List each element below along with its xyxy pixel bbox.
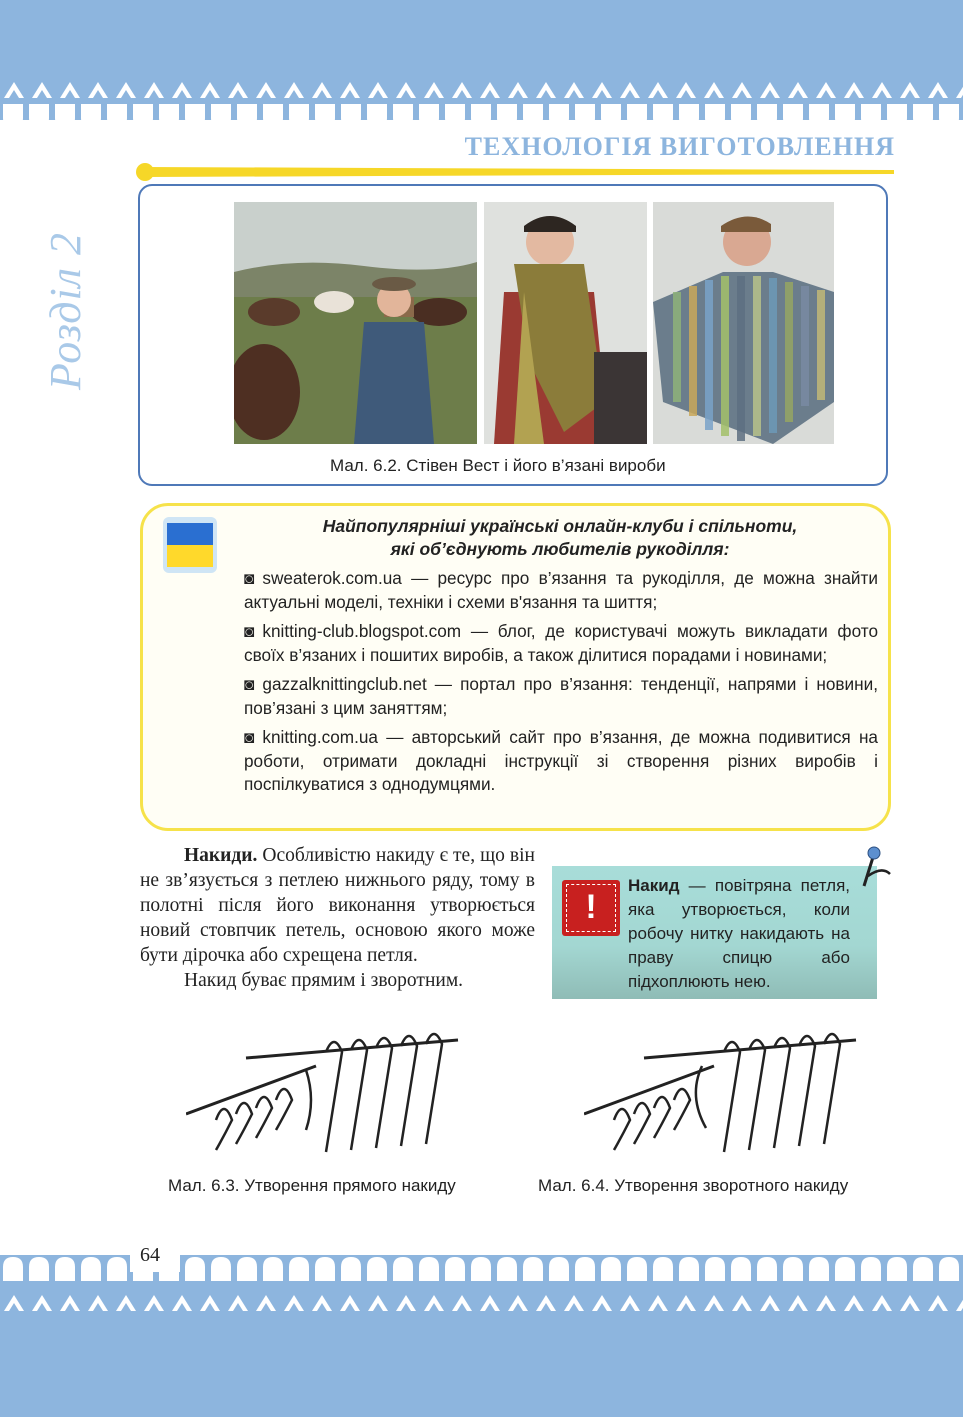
figure-caption: Мал. 6.3. Утворення прямого накиду (168, 1176, 456, 1195)
photo-man-in-poncho (653, 202, 834, 444)
photo-caption: Мал. 6.2. Стівен Вест і його в’язані вироби (330, 456, 666, 475)
bullet-icon: ◙ (244, 674, 255, 694)
top-scallop-ornament (0, 104, 963, 130)
clubs-list (244, 567, 878, 803)
section-title: ТЕХНОЛОГІЯ ВИГОТОВЛЕННЯ (464, 132, 895, 161)
top-decorative-band (0, 0, 963, 120)
body-text (140, 843, 535, 993)
exclamation-icon: ! (562, 880, 620, 936)
list-item: ◙ gazzalknittingclub.net — портал про в’язання: тенденції, напрями і новини, пов’язані з цим заняттям; (244, 674, 878, 718)
photo-man-with-horses (234, 202, 477, 444)
ukraine-flag-icon (163, 517, 217, 573)
figure-caption: Мал. 6.4. Утворення зворотного накиду (538, 1176, 849, 1195)
photo-man-in-scarf (484, 202, 647, 444)
bullet-icon: ◙ (244, 621, 255, 641)
top-chevron-ornament (0, 78, 963, 102)
paragraph: Накиди. Особливістю накиду є те, що він не зв’язується з петлею нижнього ряду, тому в полотні після його виконання утворюється новий стовпчик петель, основою якого може бути дірочка або схрещена петля. (140, 845, 535, 966)
paragraph: Накид буває прямим і зворотним. (184, 970, 464, 991)
figure-reverse-yarn-over (584, 1030, 864, 1160)
list-item: ◙ knitting-club.blogspot.com — блог, де користувачі можуть викладати фото своїх в’язаних і пошитих виробів, а також ділитися порадами і новинами; (244, 621, 878, 665)
figure-direct-yarn-over (186, 1030, 466, 1160)
clubs-title: Найпопулярніші українські онлайн-клуби і спільноти, які об’єднують любителів рукоділля: (322, 516, 798, 559)
pin-icon (852, 846, 892, 892)
chapter-side-label: Розділ 2 (41, 232, 90, 390)
bottom-chevron-ornament (0, 1291, 963, 1315)
note-text: Накид — повітряна петля, яка утворюється, коли робочу нитку накидають на праву спицю або підхоплюють нею. (628, 876, 850, 991)
page-number: 64 (140, 1244, 160, 1266)
term-bold: Накиди. (184, 845, 258, 866)
definition-note (552, 866, 877, 999)
header-divider-bar (134, 162, 894, 182)
list-item: ◙ knitting.com.ua — авторський сайт про в’язання, де можна подивитися на роботи, отримати докладні інструкції зі створення різних виробів і поспілкуватися з однодумцями. (244, 727, 878, 794)
bottom-decorative-band (0, 1255, 963, 1417)
list-item: ◙ sweaterok.com.ua — ресурс про в’язання та рукоділля, де можна знайти актуальні моделі, техніки і схеми в'язання та шиття; (244, 568, 878, 612)
bullet-icon: ◙ (244, 568, 255, 588)
bullet-icon: ◙ (244, 727, 255, 747)
